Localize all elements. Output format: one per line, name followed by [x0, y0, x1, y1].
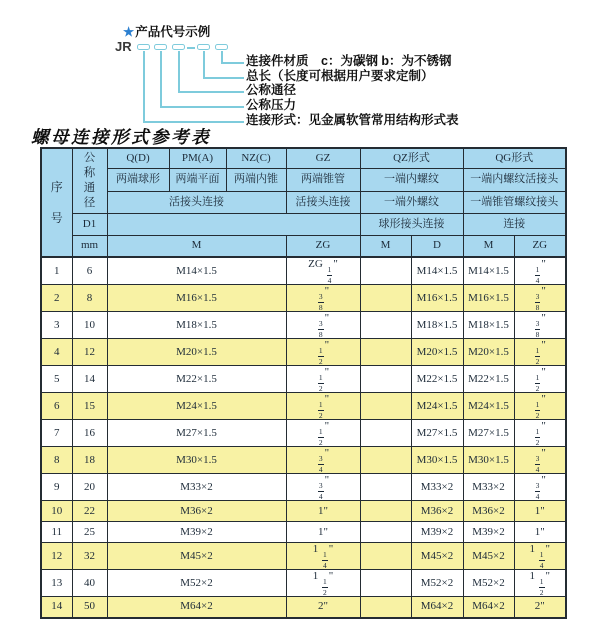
- row-qg-m: M22×1.5: [463, 366, 514, 393]
- header-qg-desc2: 一端锥管螺纹接头: [463, 191, 566, 213]
- row-qz-d: M39×2: [411, 522, 463, 543]
- table-row: [41, 257, 566, 285]
- row-qz-d: M52×2: [411, 570, 463, 597]
- nut-connection-reference-table: [40, 147, 567, 619]
- row-qg-zg: 1": [514, 501, 566, 522]
- row-gz: $\frac{1}{2}$ ": [286, 339, 360, 366]
- table-row: [41, 420, 566, 447]
- row-gz: $\frac{3}{4}$ ": [286, 447, 360, 474]
- header-qg-connection: 连接: [463, 213, 566, 235]
- row-m: M14×1.5: [107, 257, 286, 285]
- header-qz-unit-d: D: [411, 235, 463, 257]
- row-qz-m: [360, 420, 411, 447]
- table-body: [41, 257, 566, 618]
- row-qg-m: M24×1.5: [463, 393, 514, 420]
- row-dn: 40: [72, 570, 107, 597]
- diagram-label-diameter: 公称通径: [246, 83, 297, 97]
- row-qg-m: M14×1.5: [463, 257, 514, 285]
- header-qz-unit-m: M: [360, 235, 411, 257]
- row-gz: $\frac{3}{8}$ ": [286, 285, 360, 312]
- row-qz-d: M18×1.5: [411, 312, 463, 339]
- row-qz-m: [360, 570, 411, 597]
- row-qz-d: M16×1.5: [411, 285, 463, 312]
- header-nz-desc: 两端内锥: [226, 168, 286, 191]
- header-d1: D1: [72, 213, 107, 235]
- row-gz: $\frac{3}{4}$ ": [286, 474, 360, 501]
- row-dn: 20: [72, 474, 107, 501]
- row-no: 14: [41, 597, 72, 618]
- row-qz-m: [360, 522, 411, 543]
- row-qg-zg: $\frac{3}{8}$ ": [514, 312, 566, 339]
- row-m: M20×1.5: [107, 339, 286, 366]
- row-qg-m: M30×1.5: [463, 447, 514, 474]
- diagram-label-connection: 连接形式：见金属软管常用结构形式表: [246, 113, 459, 127]
- row-qg-zg: $\frac{1}{2}$ ": [514, 393, 566, 420]
- header-qg-unit-zg: ZG: [514, 235, 566, 257]
- row-m: M39×2: [107, 522, 286, 543]
- table-row: [41, 474, 566, 501]
- header-q-desc: 两端球形: [107, 168, 169, 191]
- row-m: M30×1.5: [107, 447, 286, 474]
- row-qz-d: M22×1.5: [411, 366, 463, 393]
- product-code-prefix: JR: [115, 39, 132, 54]
- table-row: [41, 366, 566, 393]
- row-dn: 8: [72, 285, 107, 312]
- table-row: [41, 312, 566, 339]
- header-q-code: Q(D): [107, 148, 169, 168]
- row-gz: 1": [286, 501, 360, 522]
- row-dn: 32: [72, 543, 107, 570]
- header-qz-connection: 球形接头连接: [360, 213, 463, 235]
- diagram-label-length: 总长（长度可根据用户要求定制）: [246, 69, 434, 83]
- row-qg-m: M64×2: [463, 597, 514, 618]
- row-qg-zg: 1 $\frac{1}{4}$ ": [514, 543, 566, 570]
- header-pm-desc: 两端平面: [169, 168, 226, 191]
- row-no: 11: [41, 522, 72, 543]
- row-no: 10: [41, 501, 72, 522]
- table-row: [41, 447, 566, 474]
- row-qg-zg: $\frac{1}{2}$ ": [514, 339, 566, 366]
- row-no: 5: [41, 366, 72, 393]
- table-row: [41, 522, 566, 543]
- row-qz-m: [360, 543, 411, 570]
- row-qg-zg: $\frac{3}{4}$ ": [514, 447, 566, 474]
- table-row: [41, 543, 566, 570]
- row-qz-d: M27×1.5: [411, 420, 463, 447]
- table-row: [41, 285, 566, 312]
- row-qz-d: M24×1.5: [411, 393, 463, 420]
- row-qz-m: [360, 501, 411, 522]
- row-dn: 6: [72, 257, 107, 285]
- row-qz-m: [360, 366, 411, 393]
- code-box-3: [172, 44, 185, 50]
- row-qg-m: M20×1.5: [463, 339, 514, 366]
- row-gz: $\frac{1}{2}$ ": [286, 366, 360, 393]
- row-qz-d: M64×2: [411, 597, 463, 618]
- row-qg-zg: $\frac{3}{4}$ ": [514, 474, 566, 501]
- row-gz: $\frac{1}{2}$ ": [286, 393, 360, 420]
- header-qz-desc2: 一端外螺纹: [360, 191, 463, 213]
- header-mm: mm: [72, 235, 107, 257]
- header-dn-label: 公称通径: [83, 151, 96, 209]
- code-dash: [187, 47, 195, 49]
- header-union-connection: 活接头连接: [107, 191, 286, 213]
- header-blank-cell: [107, 213, 360, 235]
- row-qg-m: M52×2: [463, 570, 514, 597]
- row-m: M52×2: [107, 570, 286, 597]
- row-qz-m: [360, 393, 411, 420]
- row-no: 4: [41, 339, 72, 366]
- header-gz-code: GZ: [286, 148, 360, 168]
- row-no: 8: [41, 447, 72, 474]
- row-qz-m: [360, 339, 411, 366]
- row-qg-m: M16×1.5: [463, 285, 514, 312]
- row-gz: 2": [286, 597, 360, 618]
- row-qz-m: [360, 285, 411, 312]
- code-box-4: [197, 44, 210, 50]
- row-dn: 16: [72, 420, 107, 447]
- row-no: 9: [41, 474, 72, 501]
- table-row: [41, 597, 566, 618]
- row-gz: $\frac{1}{2}$ ": [286, 420, 360, 447]
- row-dn: 50: [72, 597, 107, 618]
- row-qz-m: [360, 312, 411, 339]
- row-dn: 12: [72, 339, 107, 366]
- header-qz-desc1: 一端内螺纹: [360, 168, 463, 191]
- row-qg-m: M33×2: [463, 474, 514, 501]
- row-dn: 18: [72, 447, 107, 474]
- row-qz-d: M45×2: [411, 543, 463, 570]
- row-m: M33×2: [107, 474, 286, 501]
- header-index-col: [41, 148, 72, 257]
- row-gz: ZG $\frac{1}{4}$ ": [286, 257, 360, 285]
- diagram-label-pressure: 公称压力: [246, 98, 297, 112]
- row-qg-zg: 1": [514, 522, 566, 543]
- row-qz-d: M33×2: [411, 474, 463, 501]
- row-m: M22×1.5: [107, 366, 286, 393]
- row-qg-zg: 1 $\frac{1}{2}$ ": [514, 570, 566, 597]
- row-dn: 15: [72, 393, 107, 420]
- row-no: 6: [41, 393, 72, 420]
- row-dn: 10: [72, 312, 107, 339]
- row-no: 12: [41, 543, 72, 570]
- row-no: 7: [41, 420, 72, 447]
- header-qg-unit-m: M: [463, 235, 514, 257]
- row-qg-zg: $\frac{1}{4}$ ": [514, 257, 566, 285]
- header-index-label: 序号: [50, 179, 63, 225]
- row-dn: 14: [72, 366, 107, 393]
- row-gz: 1 $\frac{1}{2}$ ": [286, 570, 360, 597]
- row-qg-m: M45×2: [463, 543, 514, 570]
- row-dn: 22: [72, 501, 107, 522]
- diagram-label-material: 连接件材质 c：为碳钢 b：为不锈钢: [246, 54, 452, 68]
- row-qg-zg: $\frac{3}{8}$ ": [514, 285, 566, 312]
- row-qg-zg: 2": [514, 597, 566, 618]
- row-qg-zg: $\frac{1}{2}$ ": [514, 420, 566, 447]
- code-box-1: [137, 44, 150, 50]
- row-qz-d: M20×1.5: [411, 339, 463, 366]
- header-qz-code: QZ形式: [360, 148, 463, 168]
- row-gz: $\frac{3}{8}$ ": [286, 312, 360, 339]
- header-gz-desc: 两端锥管: [286, 168, 360, 191]
- header-pm-code: PM(A): [169, 148, 226, 168]
- row-m: M64×2: [107, 597, 286, 618]
- diagram-title: [123, 22, 210, 40]
- row-m: M36×2: [107, 501, 286, 522]
- row-no: 3: [41, 312, 72, 339]
- code-box-2: [154, 44, 167, 50]
- row-m: M16×1.5: [107, 285, 286, 312]
- row-qg-m: M36×2: [463, 501, 514, 522]
- table-row: [41, 501, 566, 522]
- table-title: 螺母连接形式参考表: [31, 127, 211, 147]
- header-m-unit: M: [107, 235, 286, 257]
- header-gz-unit: ZG: [286, 235, 360, 257]
- row-qz-m: [360, 257, 411, 285]
- row-no: 2: [41, 285, 72, 312]
- row-qz-d: M30×1.5: [411, 447, 463, 474]
- row-qg-zg: $\frac{1}{2}$ ": [514, 366, 566, 393]
- row-qg-m: M18×1.5: [463, 312, 514, 339]
- row-no: 13: [41, 570, 72, 597]
- row-no: 1: [41, 257, 72, 285]
- header-dn-col: [72, 148, 107, 213]
- row-m: M27×1.5: [107, 420, 286, 447]
- table-row: [41, 570, 566, 597]
- table-row: [41, 339, 566, 366]
- code-box-5: [215, 44, 228, 50]
- row-m: M45×2: [107, 543, 286, 570]
- header-nz-code: NZ(C): [226, 148, 286, 168]
- connector-line-5: [143, 51, 244, 123]
- row-qz-d: M14×1.5: [411, 257, 463, 285]
- row-qz-m: [360, 597, 411, 618]
- table-header: [41, 148, 566, 257]
- row-gz: 1 $\frac{1}{4}$ ": [286, 543, 360, 570]
- row-qz-m: [360, 474, 411, 501]
- diagram-title-text: 产品代号示例: [135, 25, 211, 39]
- row-dn: 25: [72, 522, 107, 543]
- row-m: M24×1.5: [107, 393, 286, 420]
- header-gz-connection: 活接头连接: [286, 191, 360, 213]
- table-row: [41, 393, 566, 420]
- row-qz-m: [360, 447, 411, 474]
- row-gz: 1": [286, 522, 360, 543]
- row-qg-m: M27×1.5: [463, 420, 514, 447]
- row-qg-m: M39×2: [463, 522, 514, 543]
- header-qg-desc1: 一端内螺纹活接头: [463, 168, 566, 191]
- star-icon: ★: [123, 25, 135, 39]
- row-qz-d: M36×2: [411, 501, 463, 522]
- row-m: M18×1.5: [107, 312, 286, 339]
- header-qg-code: QG形式: [463, 148, 566, 168]
